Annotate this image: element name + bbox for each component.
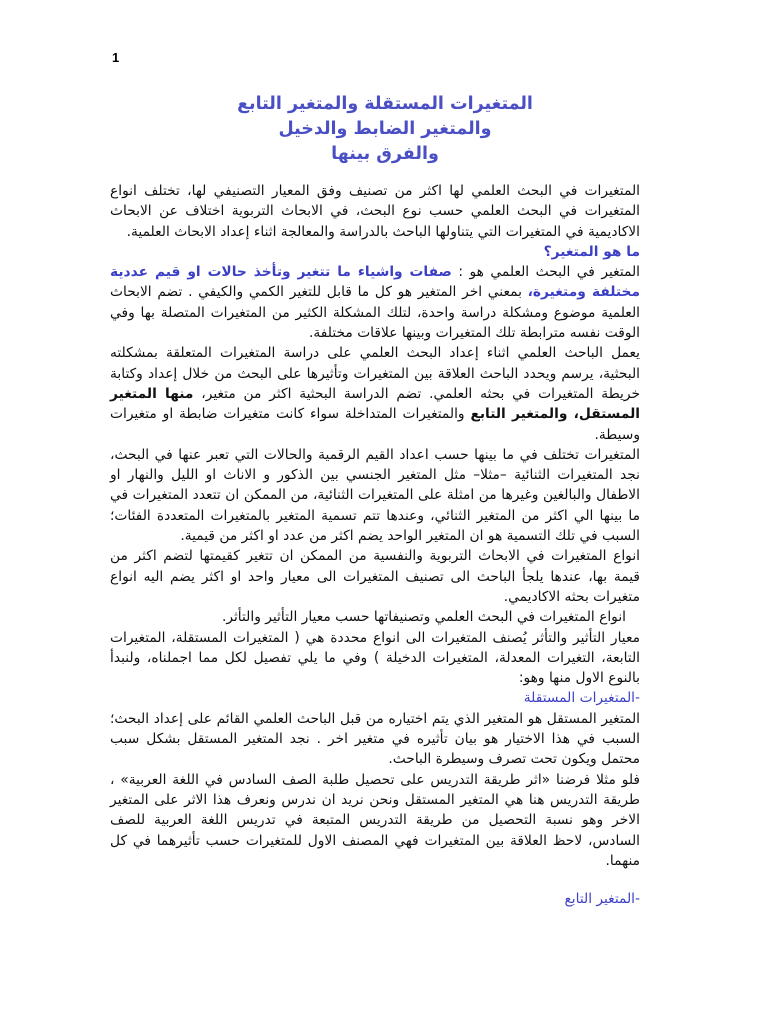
definition-rest: بمعني اخر المتغير هو كل ما قابل للتغير الكمي والكيفي . تضم الابحاث العلمية موضوع ومشكلة دراسة واحدة، لتلك المشكلة الكثير من المتغيرات المتصلة بها وفي الوقت نفسه مترابطة تلك المتغيرات وبينها علاقات مختلفة.	[110, 284, 640, 342]
title-line-3: والفرق بينها	[331, 144, 439, 164]
variation-paragraph: المتغيرات تختلف في ما بينها حسب اعداد القيم الرقمية والحالات التي تعبر عنها في البحث، نجد المتغيرات الثنائية –مثلا– مثل المتغير الجنسي بين الذكور و الاناث او الليل والنهار او الاطفال والبالغين وغيرها من امثلة على المتغيرات الثنائية، من الممكن ان تتعدد المتغيرات في ما بينها الي اكثر من المتغير الثنائي، وعندها تتم تسمية المتغير بالمتغيرات المتعددة الفئات؛ السبب في تلك التسمية هو ان المتغير الواحد يضم اكثر من عدد او اكثر من قيمية.	[110, 446, 640, 545]
document-body	[110, 181, 640, 909]
researcher-bold: منها المتغير المستقل، والمتغير التابع	[110, 385, 640, 423]
independent-heading: -المتغيرات المستقلة	[523, 690, 640, 707]
page-number: 1	[112, 50, 120, 65]
researcher-tail: والمتغيرات المتداخلة سواء كانت متغيرات ضابطة او متغيرات وسيطة.	[110, 406, 640, 443]
criterion-paragraph: معيار التأثير والتأثر يُصنف المتغيرات الى انواع محددة هي ( المتغيرات المستقلة، المتغيرات التابعة، التغيرات المعدلة، المتغيرات الدخيلة ) وفي ما يلي تفصيل لكل مما اجملناه، ولنبدأ بالنوع الاول منها وهو:	[110, 629, 640, 687]
definition-highlight: صفات واشياء ما تتغير وتأخذ حالات او قيم عددية مختلفة ومتغيرة،	[110, 264, 640, 301]
question-heading: ما هو المتغير؟	[543, 243, 640, 260]
types-intro-paragraph: انواع المتغيرات في الابحاث التربوية والنفسية من الممكن ان تتغير كقيمتها لتضم اكثر من قيمة بها، عندها يلجأ الباحث الى تصنيف المتغيرات الى معيار واحد او اكثر يضم اليه انواع متغيرات بحثه الاكاديمي.	[110, 548, 640, 605]
researcher-paragraph	[110, 343, 640, 444]
definition-paragraph	[110, 262, 640, 343]
intro-paragraph: المتغيرات في البحث العلمي لها اكثر من تصنيف وفق المعيار التصنيفي لها، تختلف انواع المتغيرات في البحث العلمي حسب نوع البحث، في الابحاث التربوية اختلاف عن الابحاث الاكاديمية في المتغيرات التي يتناولها الباحث بالدراسة والمعالجة اثناء إعداد الابحاث العلمية.	[110, 183, 640, 240]
independent-paragraph: المتغير المستقل هو المتغير الذي يتم اختياره من قبل الباحث العلمي القائم على إعداد البحث؛ السبب في هذا الاختيار هو بيان تأثيره في متغير اخر . نجد المتغير المستقل بشكل سبب محتمل ويكون تحت تصرف وسيطرة الباحث.	[110, 710, 640, 768]
definition-prefix: المتغير في البحث العلمي هو :	[451, 264, 641, 281]
title-line-2: والمتغير الضابط والدخيل	[278, 119, 492, 139]
example-paragraph: فلو مثلا فرضنا «اثر طريقة التدريس على تحصيل طلبة الصف السادس في اللغة العربية» ، طريقة التدريس هنا هي المتغير المستقل ونحن نريد ان ندرس ونعرف هذا الاثر على المتغير الاخر وهو نسبة التحصيل من طريقة التدريس المتبعة في تدريس اللغة العربية للصف السادس، لاحظ العلاقة بين المتغيرات فهي المصنف الاول للمتغيرات حسب تأثيرهما في كل منهما.	[110, 771, 640, 869]
dependent-heading: -المتغير التابع	[564, 891, 640, 908]
title-line-1: المتغيرات المستقلة والمتغير التابع	[237, 94, 533, 114]
researcher-text: يعمل الباحث العلمي اثناء إعداد البحث العلمي على دراسة المتغيرات المتعلقة بمشكلته البحثية، يرسم ويحدد الباحث العلاقة بين المتغيرات وتأثيرها على البحث من خلال إعداد وكتابة خريطة المتغيرات في بحثه العلمي. تضم الدراسة البحثية اكثر من متغير،	[110, 345, 641, 402]
document-title	[150, 92, 620, 167]
classification-line: انواع المتغيرات في البحث العلمي وتصنيفاتها حسب معيار التأثير والتأثر.	[221, 609, 626, 626]
